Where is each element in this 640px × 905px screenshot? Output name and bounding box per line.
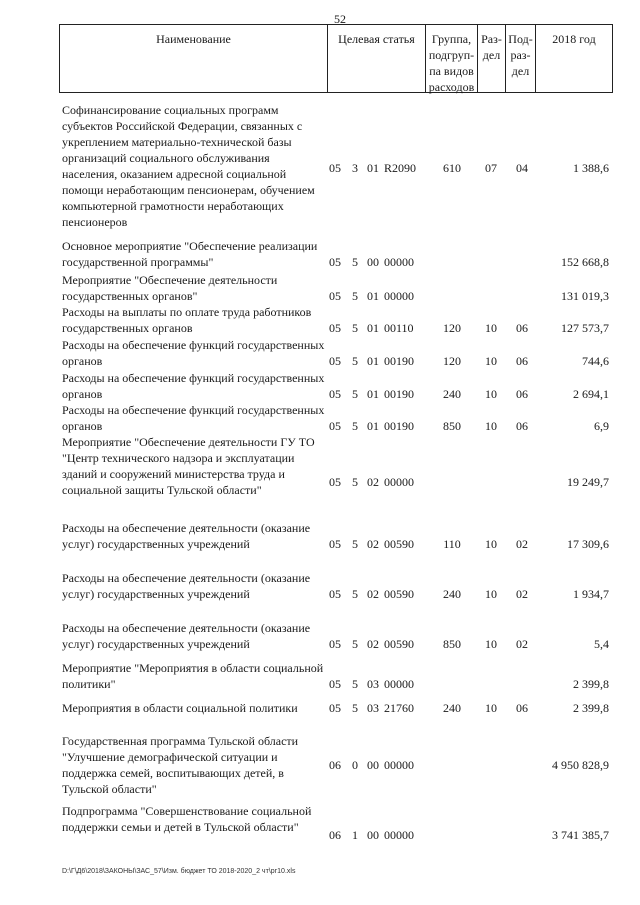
code-program: 05 (329, 677, 341, 691)
amount-2018: 1 388,6 (573, 161, 609, 175)
table-row (0, 238, 640, 270)
code-subprogram: 5 (352, 475, 358, 489)
code-event: 01 (367, 419, 379, 433)
code-direction: 00590 (384, 537, 414, 551)
code-subprogram: 3 (352, 161, 358, 175)
amount-2018: 2 399,8 (573, 677, 609, 691)
amount-2018: 1 934,7 (573, 587, 609, 601)
code-direction: 00000 (384, 758, 414, 772)
table-row (0, 272, 640, 304)
code-program: 05 (329, 587, 341, 601)
code-subprogram: 5 (352, 637, 358, 651)
expense-group: 240 (443, 587, 461, 601)
amount-2018: 5,4 (594, 637, 609, 651)
expense-group: 240 (443, 387, 461, 401)
code-subprogram: 5 (352, 289, 358, 303)
subsection-code: 02 (516, 537, 528, 551)
row-name: Подпрограмма "Совершенствование социальной поддержки семьи и детей в Тульской области" (62, 804, 312, 834)
row-name: Расходы на обеспечение функций государственных органов (62, 338, 325, 368)
subsection-code: 02 (516, 637, 528, 651)
table-row (0, 402, 640, 434)
table-header (59, 24, 613, 93)
header-name: Наименование (60, 25, 328, 92)
header-year: 2018 год (552, 32, 596, 46)
code-subprogram: 5 (352, 537, 358, 551)
code-subprogram: 5 (352, 255, 358, 269)
header-section: Раз- дел (478, 25, 506, 92)
section-code: 10 (485, 387, 497, 401)
amount-2018: 2 694,1 (573, 387, 609, 401)
code-direction: 21760 (384, 701, 414, 715)
code-event: 02 (367, 637, 379, 651)
code-event: 01 (367, 161, 379, 175)
code-direction: 00000 (384, 289, 414, 303)
code-event: 00 (367, 255, 379, 269)
code-direction: 00000 (384, 255, 414, 269)
amount-2018: 127 573,7 (561, 321, 609, 335)
amount-2018: 744,6 (582, 354, 609, 368)
code-event: 01 (367, 387, 379, 401)
code-subprogram: 5 (352, 701, 358, 715)
code-event: 02 (367, 537, 379, 551)
section-code: 10 (485, 354, 497, 368)
code-direction: R2090 (384, 161, 417, 175)
code-program: 05 (329, 475, 341, 489)
code-program: 05 (329, 354, 341, 368)
code-event: 02 (367, 587, 379, 601)
subsection-code: 06 (516, 354, 528, 368)
code-subprogram: 1 (352, 828, 358, 842)
expense-group: 240 (443, 701, 461, 715)
code-event: 00 (367, 828, 379, 842)
expense-group: 850 (443, 637, 461, 651)
section-code: 10 (485, 321, 497, 335)
row-name: Расходы на выплаты по оплате труда работников государственных органов (62, 305, 312, 335)
subsection-code: 06 (516, 321, 528, 335)
code-program: 05 (329, 419, 341, 433)
code-program: 05 (329, 701, 341, 715)
code-subprogram: 5 (352, 387, 358, 401)
code-subprogram: 5 (352, 354, 358, 368)
code-direction: 00000 (384, 475, 414, 489)
header-subsection: Под- раз- дел (506, 25, 536, 92)
code-event: 00 (367, 758, 379, 772)
expense-group: 850 (443, 419, 461, 433)
table-row (0, 570, 640, 622)
code-subprogram: 0 (352, 758, 358, 772)
table-row (0, 102, 640, 230)
row-name: Мероприятие "Мероприятия в области социальной политики" (62, 661, 324, 691)
row-name: Расходы на обеспечение деятельности (оказание услуг) государственных учреждений (62, 521, 311, 551)
subsection-code: 02 (516, 587, 528, 601)
code-program: 05 (329, 255, 341, 269)
code-program: 06 (329, 758, 341, 772)
code-event: 01 (367, 321, 379, 335)
code-subprogram: 5 (352, 321, 358, 335)
amount-2018: 4 950 828,9 (552, 758, 609, 772)
section-code: 10 (485, 701, 497, 715)
table-row (0, 520, 640, 572)
row-name: Расходы на обеспечение функций государственных органов (62, 403, 325, 433)
amount-2018: 131 019,3 (561, 289, 609, 303)
page-number: 52 (334, 12, 346, 26)
table-row (0, 660, 640, 696)
row-name: Расходы на обеспечение деятельности (оказание услуг) государственных учреждений (62, 621, 311, 651)
expense-group: 120 (443, 354, 461, 368)
expense-group: 610 (443, 161, 461, 175)
code-direction: 00190 (384, 354, 414, 368)
row-name: Расходы на обеспечение деятельности (оказание услуг) государственных учреждений (62, 571, 311, 601)
expense-group: 120 (443, 321, 461, 335)
subsection-code: 06 (516, 701, 528, 715)
section-code: 10 (485, 419, 497, 433)
code-program: 05 (329, 537, 341, 551)
code-event: 01 (367, 354, 379, 368)
section-code: 10 (485, 587, 497, 601)
table-row (0, 434, 640, 516)
section-code: 07 (485, 161, 497, 175)
code-direction: 00190 (384, 387, 414, 401)
header-group: Группа, подгруп- па видов расходов (426, 25, 478, 92)
expense-group: 110 (443, 537, 461, 551)
code-subprogram: 5 (352, 587, 358, 601)
code-direction: 00000 (384, 828, 414, 842)
table-row (0, 304, 640, 336)
subsection-code: 06 (516, 387, 528, 401)
amount-2018: 17 309,6 (567, 537, 609, 551)
code-event: 02 (367, 475, 379, 489)
header-target-article: Целевая статья (328, 25, 426, 92)
code-program: 05 (329, 387, 341, 401)
table-row (0, 803, 640, 859)
code-program: 05 (329, 289, 341, 303)
code-program: 06 (329, 828, 341, 842)
row-name: Мероприятия в области социальной политики (62, 701, 298, 715)
row-name: Основное мероприятие "Обеспечение реализации государственной программы" (62, 239, 318, 269)
row-name: Мероприятие "Обеспечение деятельности государственных органов" (62, 273, 278, 303)
table-row (0, 337, 640, 369)
code-program: 05 (329, 321, 341, 335)
section-code: 10 (485, 537, 497, 551)
code-subprogram: 5 (352, 677, 358, 691)
row-name: Мероприятие "Обеспечение деятельности ГУ ТО "Центр технического надзора и эксплуатации зданий и сооружений министерства труда и социальной защиты Тульской области" (62, 435, 315, 497)
section-code: 10 (485, 637, 497, 651)
code-program: 05 (329, 161, 341, 175)
code-direction: 00590 (384, 637, 414, 651)
table-row (0, 700, 640, 720)
code-direction: 00190 (384, 419, 414, 433)
row-name: Государственная программа Тульской области "Улучшение демографической ситуации и поддержка семей, воспитывающих детей, в Тульской области" (62, 734, 299, 796)
subsection-code: 04 (516, 161, 528, 175)
file-path-footer: D:\Г\Д6\2018\ЗАКОНЫ\ЗАС_57\Изм. бюджет ТО 2018-2020_2 чт\рг10.xls (62, 868, 296, 875)
subsection-code: 06 (516, 419, 528, 433)
amount-2018: 19 249,7 (567, 475, 609, 489)
code-event: 01 (367, 289, 379, 303)
amount-2018: 3 741 385,7 (552, 828, 609, 842)
code-direction: 00590 (384, 587, 414, 601)
amount-2018: 2 399,8 (573, 701, 609, 715)
amount-2018: 152 668,8 (561, 255, 609, 269)
code-program: 05 (329, 637, 341, 651)
row-name: Расходы на обеспечение функций государственных органов (62, 371, 325, 401)
code-event: 03 (367, 701, 379, 715)
code-direction: 00000 (384, 677, 414, 691)
row-name: Софинансирование социальных программ субъектов Российской Федерации, связанных с укреплением материально-технической базы организаций социального обслуживания населения, оказанием адресной социальной помощи неработающим пенсионерам, обучением компьютерной грамотности неработающих пенсионеров (62, 103, 315, 229)
table-row (0, 733, 640, 797)
table-row (0, 370, 640, 402)
code-event: 03 (367, 677, 379, 691)
code-subprogram: 5 (352, 419, 358, 433)
code-direction: 00110 (384, 321, 414, 335)
amount-2018: 6,9 (594, 419, 609, 433)
